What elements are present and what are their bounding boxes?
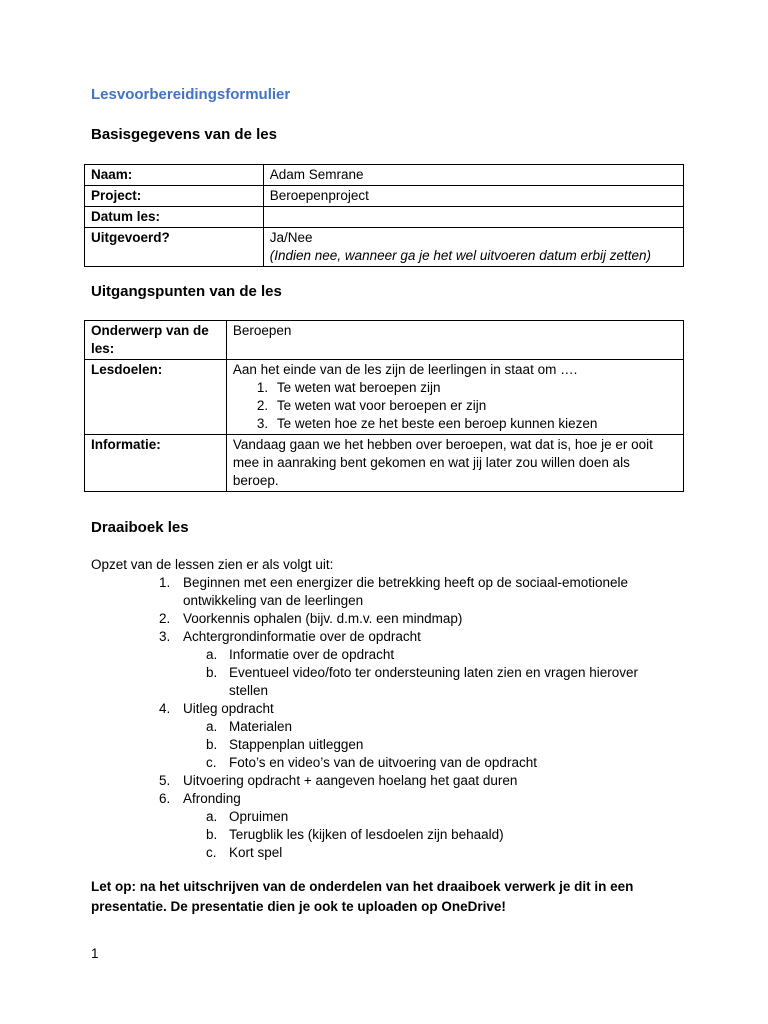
list-item-number: 5.: [159, 773, 171, 788]
label-onderwerp-line2: les:: [91, 341, 115, 356]
basisgegevens-table: [84, 164, 684, 267]
value-project: Beroepenproject: [263, 186, 683, 207]
list-item-number: 6.: [159, 791, 171, 806]
sub-list-item-letter: b.: [206, 827, 218, 842]
value-onderwerp: Beroepen: [226, 321, 683, 360]
section-heading-basisgegevens: Basisgegevens van de les: [91, 126, 277, 143]
section-heading-uitgangspunten: Uitgangspunten van de les: [91, 283, 282, 300]
lesdoel-text: Te weten wat beroepen zijn: [276, 380, 441, 395]
informatie-line: Vandaag gaan we het hebben over beroepen, wat dat is, hoe je er ooit: [232, 437, 653, 452]
lesdoel-text: Te weten hoe ze het beste een beroep kunnen kiezen: [276, 416, 598, 431]
list-item-number: 4.: [159, 701, 171, 716]
label-lesdoelen: Lesdoelen:: [85, 360, 227, 435]
informatie-line: mee in aanraking bent gekomen en wat jij later zou willen doen als: [232, 455, 630, 470]
draaiboek-items: [91, 574, 691, 862]
sub-list-item-letter: c.: [206, 845, 217, 860]
table-row: [85, 207, 684, 228]
list-item: [91, 700, 691, 718]
draaiboek-list: [91, 556, 691, 862]
informatie-line: beroep.: [232, 473, 279, 488]
list-item: [91, 790, 691, 808]
note-line: presentatie. De presentatie dien je ook te uploaden op OneDrive!: [91, 899, 506, 914]
sub-list-item-text: Materialen: [229, 719, 293, 734]
value-informatie: [226, 435, 683, 492]
page-number: 1: [91, 946, 99, 961]
list-item-number: 3.: [159, 629, 171, 644]
lesdoel-item: 1. Te weten wat beroepen zijn: [256, 380, 441, 395]
sub-list-item-continuation: stellen: [229, 683, 269, 698]
sub-list-item-letter: a.: [206, 719, 218, 734]
list-item-number: 2.: [159, 611, 171, 626]
sub-list-item-text: Stappenplan uitleggen: [229, 737, 364, 752]
list-item-text: Beginnen met een energizer die betrekking heeft op de sociaal-emotionele: [183, 575, 629, 590]
sub-list-item: [91, 844, 691, 862]
list-item-text: Achtergrondinformatie over de opdracht: [183, 629, 421, 644]
sub-list-item: [91, 808, 691, 826]
value-datum: [263, 207, 683, 228]
list-item-continuation: ontwikkeling van de leerlingen: [183, 593, 364, 608]
label-project: Project:: [85, 186, 264, 207]
list-item: [91, 628, 691, 646]
sub-list-item-text: Informatie over de opdracht: [229, 647, 395, 662]
note-line: Let op: na het uitschrijven van de onderdelen van het draaiboek verwerk je dit in een: [91, 879, 634, 894]
draaiboek-intro: Opzet van de lessen zien er als volgt uit:: [91, 557, 334, 572]
list-item: [91, 610, 691, 628]
sub-list-item-text: Terugblik les (kijken of lesdoelen zijn behaald): [229, 827, 504, 842]
value-uitgevoerd: [263, 228, 683, 267]
sub-list-item-text: Kort spel: [229, 845, 283, 860]
sub-list-item-letter: a.: [206, 809, 218, 824]
lesdoelen-intro: Aan het einde van de les zijn de leerlingen in staat om ….: [232, 362, 578, 377]
sub-list-item-letter: c.: [206, 755, 217, 770]
uitgevoerd-note: (Indien nee, wanneer ga je het wel uitvoeren datum erbij zetten): [269, 248, 651, 263]
sub-list-item: [91, 826, 691, 844]
uitgevoerd-answer: Ja/Nee: [269, 230, 313, 245]
list-item: [91, 574, 691, 592]
table-row: [85, 186, 684, 207]
list-item-text: Uitleg opdracht: [183, 701, 274, 716]
sub-list-item-letter: b.: [206, 665, 218, 680]
sub-list-item-text: Eventueel video/foto ter ondersteuning laten zien en vragen hierover: [229, 665, 639, 680]
table-row: [85, 228, 684, 267]
list-item-text: Voorkennis ophalen (bijv. d.m.v. een mindmap): [183, 611, 463, 626]
label-uitgevoerd: Uitgevoerd?: [85, 228, 264, 267]
label-onderwerp: [85, 321, 227, 360]
table-row: [85, 435, 684, 492]
list-item-number: 1.: [159, 575, 171, 590]
section-heading-draaiboek: Draaiboek les: [91, 519, 189, 536]
sub-list-item-text: Opruimen: [229, 809, 289, 824]
list-item-text: Uitvoering opdracht + aangeven hoelang het gaat duren: [183, 773, 518, 788]
note-paragraph: [91, 877, 691, 917]
sub-list-item-letter: a.: [206, 647, 218, 662]
list-item: [91, 772, 691, 790]
table-row: [85, 360, 684, 435]
lesdoel-item: 3. Te weten hoe ze het beste een beroep kunnen kiezen: [256, 416, 598, 431]
label-datum: Datum les:: [85, 207, 264, 228]
value-lesdoelen: [226, 360, 683, 435]
sub-list-item: [91, 646, 691, 664]
list-item-text: Afronding: [183, 791, 241, 806]
table-row: [85, 165, 684, 186]
sub-list-item: [91, 664, 691, 682]
sub-list-item: [91, 718, 691, 736]
lesdoel-text: Te weten wat voor beroepen er zijn: [276, 398, 487, 413]
sub-list-item-text: Foto’s en video’s van de uitvoering van de opdracht: [229, 755, 537, 770]
label-naam: Naam:: [85, 165, 264, 186]
lesdoel-item: 2. Te weten wat voor beroepen er zijn: [256, 398, 487, 413]
sub-list-item-letter: b.: [206, 737, 218, 752]
label-informatie: Informatie:: [85, 435, 227, 492]
label-onderwerp-line1: Onderwerp van de: [91, 323, 209, 338]
uitgangspunten-table: [84, 320, 684, 492]
sub-list-item: [91, 736, 691, 754]
value-naam: Adam Semrane: [263, 165, 683, 186]
table-row: [85, 321, 684, 360]
document-title: Lesvoorbereidingsformulier: [91, 86, 291, 103]
sub-list-item: [91, 754, 691, 772]
